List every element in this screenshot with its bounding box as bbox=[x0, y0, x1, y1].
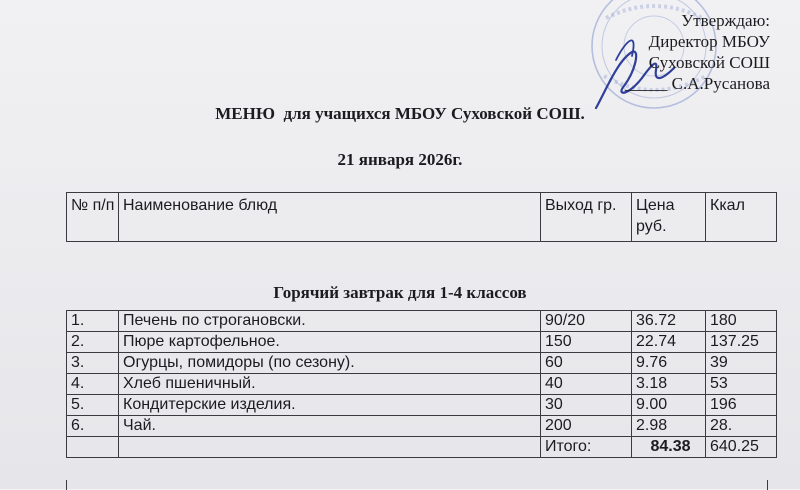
row-name: Огурцы, помидоры (по сезону). bbox=[119, 353, 541, 374]
row-price: 3.18 bbox=[632, 374, 706, 395]
row-num: 6. bbox=[67, 416, 119, 437]
menu-title: МЕНЮ для учащихся МБОУ Суховской СОШ. bbox=[215, 104, 585, 123]
row-output: 60 bbox=[541, 353, 632, 374]
total-price: 84.38 bbox=[632, 437, 706, 458]
header-name: Наименование блюд bbox=[119, 193, 541, 242]
total-label: Итого: bbox=[541, 437, 632, 458]
row-output: 90/20 bbox=[541, 311, 632, 332]
table-row bbox=[67, 353, 777, 374]
approval-block bbox=[550, 10, 770, 94]
row-kcal: 180 bbox=[706, 311, 777, 332]
menu-date: 21 января 2026г. bbox=[337, 150, 463, 169]
table-row bbox=[67, 332, 777, 353]
row-output: 200 bbox=[541, 416, 632, 437]
row-output: 40 bbox=[541, 374, 632, 395]
row-name: Чай. bbox=[119, 416, 541, 437]
row-price: 36.72 bbox=[632, 311, 706, 332]
total-row bbox=[67, 437, 777, 458]
row-name: Печень по строгановски. bbox=[119, 311, 541, 332]
row-num: 5. bbox=[67, 395, 119, 416]
header-table bbox=[66, 192, 777, 242]
row-output: 150 bbox=[541, 332, 632, 353]
row-kcal: 28. bbox=[706, 416, 777, 437]
row-name: Кондитерские изделия. bbox=[119, 395, 541, 416]
total-kcal: 640.25 bbox=[706, 437, 777, 458]
table-row bbox=[67, 311, 777, 332]
row-price: 2.98 bbox=[632, 416, 706, 437]
table-row bbox=[67, 374, 777, 395]
row-price: 9.76 bbox=[632, 353, 706, 374]
menu-table bbox=[66, 310, 777, 458]
table-row bbox=[67, 416, 777, 437]
total-empty-num bbox=[67, 437, 119, 458]
row-kcal: 39 bbox=[706, 353, 777, 374]
director-title: Директор МБОУ bbox=[648, 32, 770, 51]
row-num: 1. bbox=[67, 311, 119, 332]
section-title: Горячий завтрак для 1-4 классов bbox=[273, 283, 527, 302]
header-kcal: Ккал bbox=[706, 193, 777, 242]
row-price: 22.74 bbox=[632, 332, 706, 353]
row-kcal: 196 bbox=[706, 395, 777, 416]
row-num: 4. bbox=[67, 374, 119, 395]
header-output: Выход гр. bbox=[541, 193, 632, 242]
total-empty-name bbox=[119, 437, 541, 458]
row-kcal: 53 bbox=[706, 374, 777, 395]
header-row bbox=[67, 193, 777, 242]
row-name: Хлеб пшеничный. bbox=[119, 374, 541, 395]
school-name: Суховской СОШ bbox=[648, 53, 770, 72]
row-output: 30 bbox=[541, 395, 632, 416]
header-num: № п/п bbox=[67, 193, 119, 242]
director-signature-name: _____ С.А.Русанова bbox=[624, 74, 770, 93]
row-num: 3. bbox=[67, 353, 119, 374]
table-row bbox=[67, 395, 777, 416]
row-kcal: 137.25 bbox=[706, 332, 777, 353]
approval-line: Утверждаю: bbox=[681, 11, 770, 30]
row-price: 9.00 bbox=[632, 395, 706, 416]
row-name: Пюре картофельное. bbox=[119, 332, 541, 353]
header-price: Цена руб. bbox=[632, 193, 706, 242]
row-num: 2. bbox=[67, 332, 119, 353]
